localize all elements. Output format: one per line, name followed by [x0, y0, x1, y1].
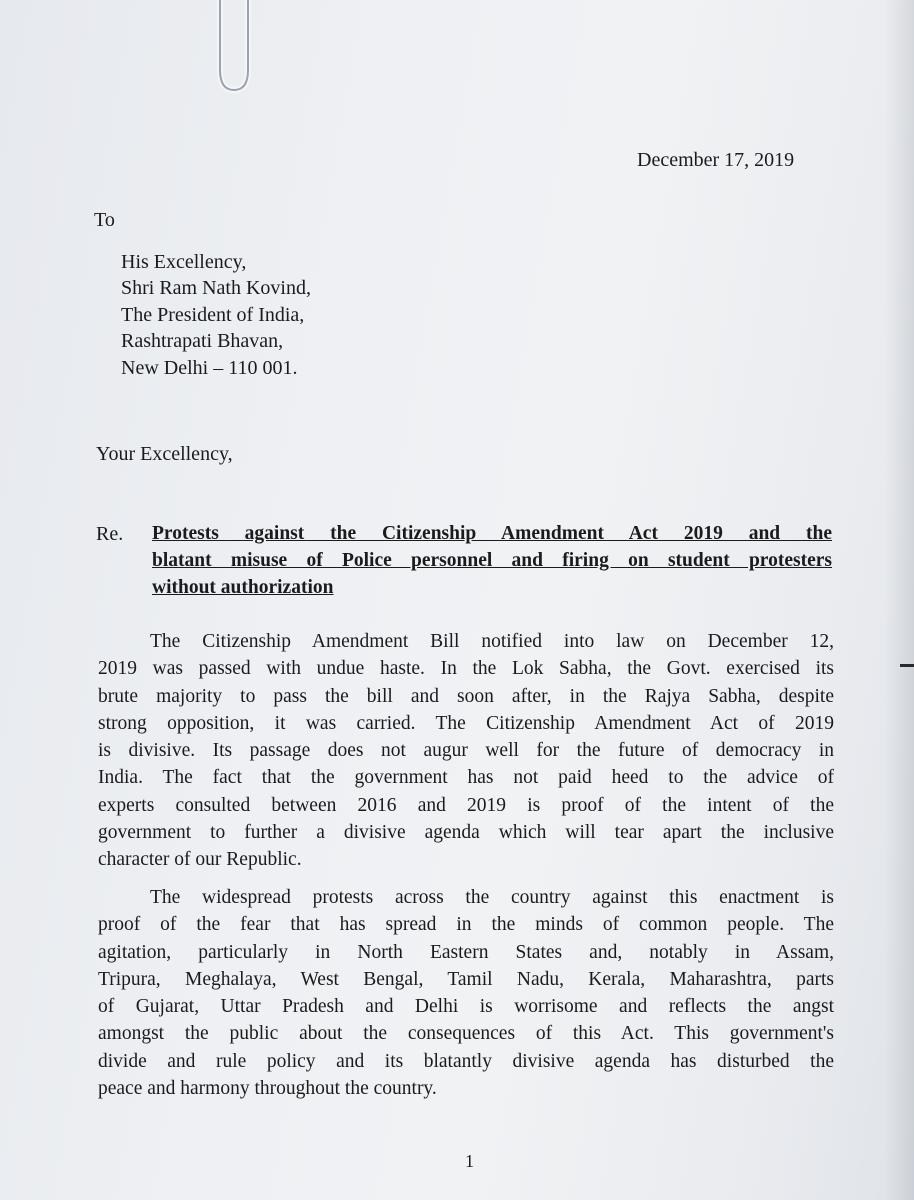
recipient-line-1: His Excellency,	[121, 251, 247, 273]
paragraph-1-line: strong opposition, it was carried. The Citizenship Amendment Act of 2019	[98, 712, 834, 734]
page-number: 1	[465, 1151, 474, 1171]
paragraph-2-line: agitation, particularly in North Eastern States and, notably in Assam,	[98, 941, 834, 963]
salutation: Your Excellency,	[96, 443, 233, 465]
recipient-line-3: The President of India,	[121, 304, 305, 326]
paragraph-2-line: divide and rule policy and its blatantly divisive agenda has disturbed the	[98, 1050, 834, 1072]
paperclip-icon	[204, 0, 260, 102]
paragraph-1-line: experts consulted between 2016 and 2019 is proof of the intent of the	[98, 794, 834, 816]
page-edge-shadow	[884, 0, 914, 1200]
paragraph-2-line: peace and harmony throughout the country.	[98, 1078, 437, 1100]
to-label: To	[94, 209, 115, 231]
recipient-line-2: Shri Ram Nath Kovind,	[121, 277, 311, 299]
recipient-line-4: Rashtrapati Bhavan,	[121, 330, 284, 352]
paragraph-2-line: amongst the public about the consequences of this Act. This government's	[98, 1023, 834, 1045]
paragraph-2	[98, 884, 834, 1102]
paragraph-2-line: proof of the fear that has spread in the minds of common people. The	[98, 914, 834, 936]
paragraph-1-line: is divisive. Its passage does not augur well for the future of democracy in	[98, 740, 834, 762]
recipient-line-5: New Delhi – 110 001.	[121, 357, 298, 379]
paragraph-1-line: brute majority to pass the bill and soon after, in the Rajya Sabha, despite	[98, 685, 834, 707]
letter-date: December 17, 2019	[637, 149, 795, 171]
re-label: Re.	[96, 523, 124, 545]
subject-line-3: without authorization	[152, 577, 334, 598]
paragraph-1	[98, 628, 834, 874]
subject-line-2: blatant misuse of Police personnel and firing on student protesters	[152, 550, 832, 571]
edge-mark	[900, 664, 914, 667]
paragraph-2-line: The widespread protests across the country against this enactment is	[150, 887, 834, 908]
subject-line-1: Protests against the Citizenship Amendment Act 2019 and the	[152, 523, 832, 544]
paragraph-1-line: 2019 was passed with undue haste. In the Lok Sabha, the Govt. exercised its	[98, 658, 834, 680]
paragraph-2-line: Tripura, Meghalaya, West Bengal, Tamil Nadu, Kerala, Maharashtra, parts	[98, 968, 834, 990]
paragraph-2-line: of Gujarat, Uttar Pradesh and Delhi is worrisome and reflects the angst	[98, 996, 834, 1018]
subject-heading	[152, 520, 832, 601]
paragraph-1-line: India. The fact that the government has not paid heed to the advice of	[98, 767, 834, 789]
paragraph-1-line: The Citizenship Amendment Bill notified into law on December 12,	[150, 631, 834, 652]
paragraph-1-line: character of our Republic.	[98, 849, 302, 871]
paragraph-1-line: government to further a divisive agenda which will tear apart the inclusive	[98, 822, 834, 844]
